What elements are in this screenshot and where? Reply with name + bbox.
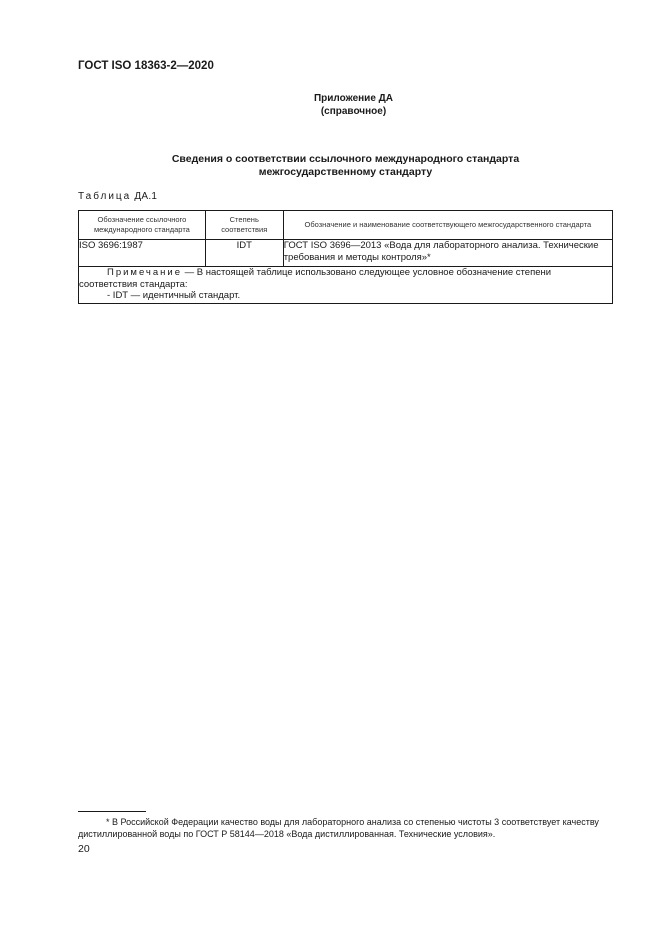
appendix-subtitle: (справочное): [320, 106, 387, 117]
appendix-title: Приложение ДА: [313, 93, 394, 104]
header-ref-standard: Обозначение ссылочного международного стандарта: [79, 211, 206, 240]
cell-interstate-standard: ГОСТ ISO 3696—2013 «Вода для лабораторного анализа. Технические требования и методы контроля»*: [283, 240, 612, 267]
section-title: [78, 153, 613, 179]
table-note: [79, 267, 613, 304]
footnote-divider: [78, 811, 146, 812]
table-header-row: [79, 211, 613, 240]
document-code-header: ГОСТ ISO 18363-2—2020: [78, 60, 214, 72]
correspondence-table: [78, 210, 613, 304]
note-label: Примечание: [107, 267, 182, 278]
cell-degree: IDT: [205, 240, 283, 267]
note-text: — В настоящей таблице использовано следующее условное обозначение степени соответствия стандарта:: [79, 267, 552, 290]
page-number: 20: [78, 843, 90, 855]
footnote: * В Российской Федерации качество воды для лабораторного анализа со степенью чистоты 3 соответствует качеству дистиллированной воды по ГОСТ Р 58144—2018 «Вода дистиллированная. Технические условия».: [78, 817, 599, 839]
table-row: [79, 240, 613, 267]
note-item: - IDT — идентичный стандарт.: [107, 290, 241, 301]
appendix-heading: [0, 92, 661, 118]
table-caption-label: Таблица: [78, 191, 132, 202]
header-interstate-standard: Обозначение и наименование соответствующего межгосударственного стандарта: [283, 211, 612, 240]
table-caption: [78, 191, 157, 202]
section-title-line2: межгосударственному стандарту: [258, 166, 433, 178]
table-note-row: [79, 267, 613, 304]
table-caption-number: ДА.1: [134, 191, 158, 202]
cell-ref-standard: ISO 3696:1987: [79, 240, 206, 267]
header-degree: Степень соответствия: [205, 211, 283, 240]
section-title-line1: Сведения о соответствии ссылочного международного стандарта: [171, 153, 520, 165]
